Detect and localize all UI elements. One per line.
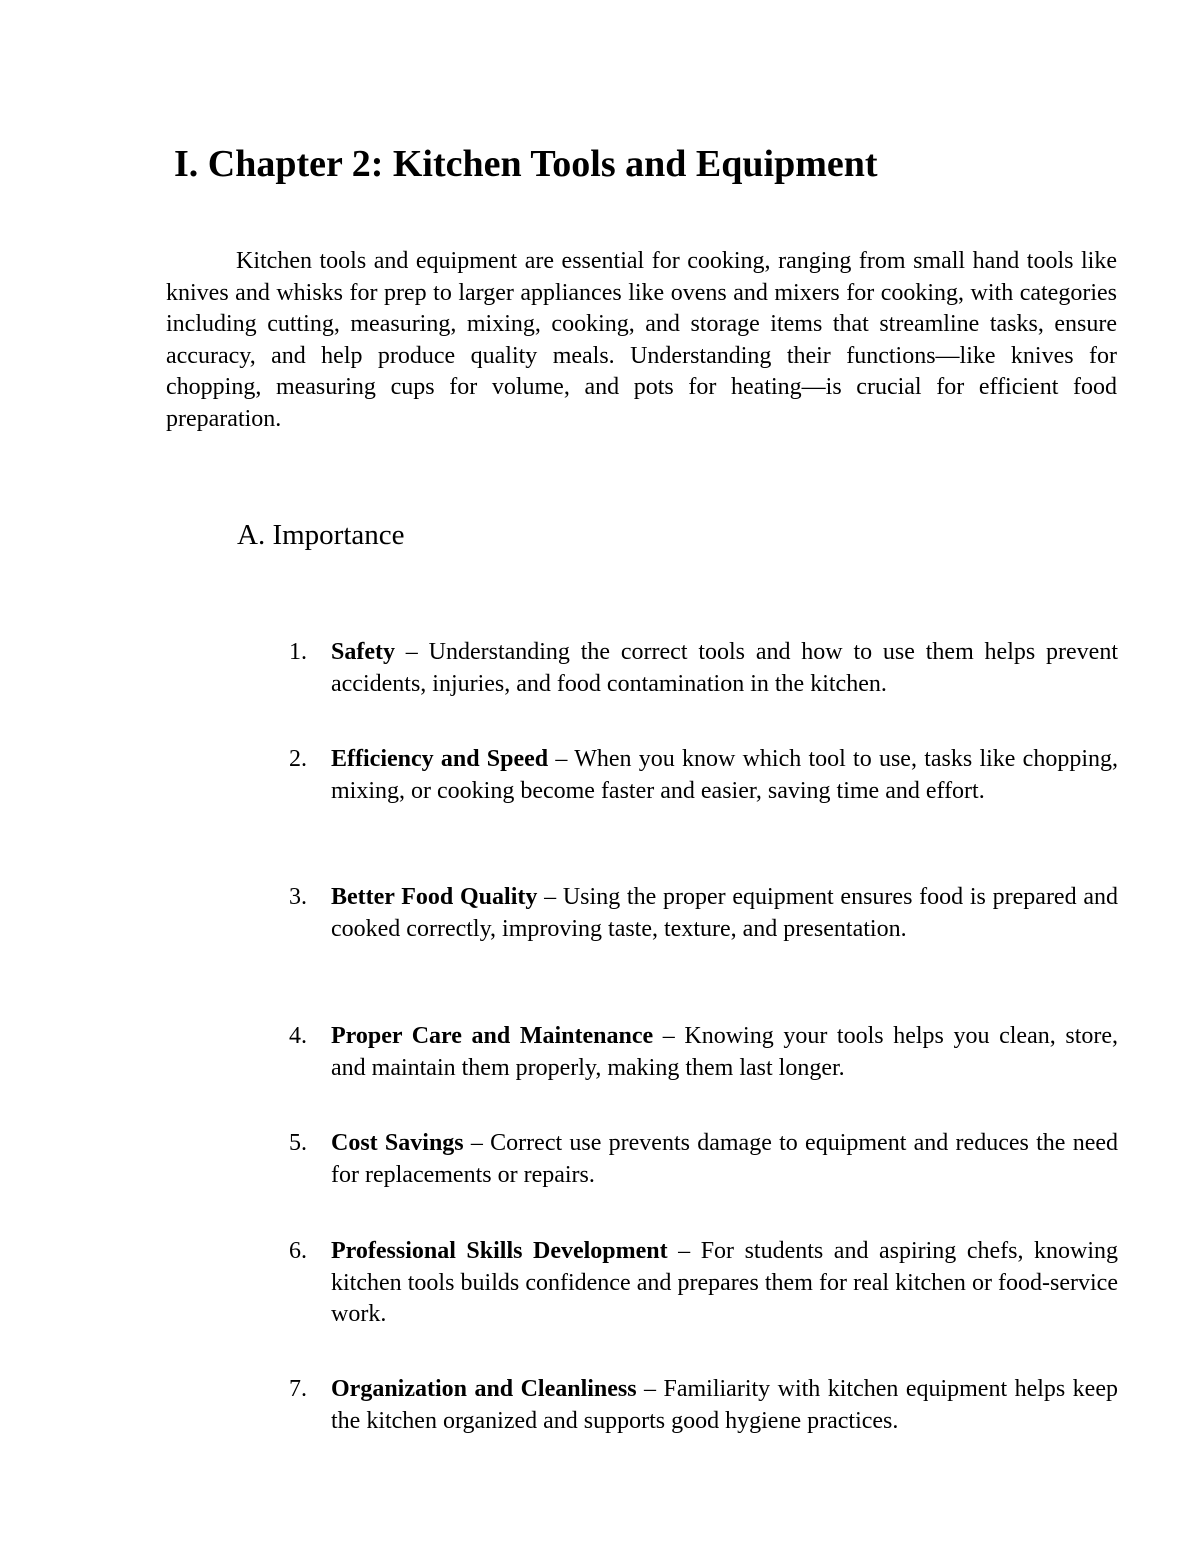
list-item	[289, 1128, 1118, 1191]
list-item-term: Organization and Cleanliness	[331, 1376, 637, 1402]
list-item-description: – Correct use prevents damage to equipment and reduces the need for replacements or repairs.	[331, 1130, 1118, 1188]
list-item	[289, 1021, 1118, 1084]
list-item-body	[331, 744, 1118, 807]
list-item-number: 1.	[289, 639, 307, 665]
chapter-title: I. Chapter 2: Kitchen Tools and Equipment	[174, 143, 878, 185]
list-item-term: Proper Care and Maintenance	[331, 1023, 654, 1049]
list-item	[289, 744, 1118, 807]
list-item-body	[331, 1236, 1118, 1331]
list-item-number: 6.	[289, 1238, 307, 1264]
list-item-term: Safety	[331, 639, 395, 665]
section-heading: A. Importance	[237, 519, 405, 551]
list-item-term: Efficiency and Speed	[331, 746, 549, 772]
list-item-term: Cost Savings	[331, 1130, 464, 1156]
list-item-description: – Understanding the correct tools and how to use them helps prevent accidents, injuries, and food contamination in the kitchen.	[331, 639, 1118, 697]
list-item-term: Professional Skills Development	[331, 1238, 668, 1264]
list-item-body	[331, 1021, 1118, 1084]
list-item-body	[331, 637, 1118, 700]
list-item	[289, 1236, 1118, 1331]
list-item-description: – Using the proper equipment ensures food is prepared and cooked correctly, improving taste, texture, and presentation.	[331, 884, 1118, 942]
list-item-description: – Familiarity with kitchen equipment helps keep the kitchen organized and supports good hygiene practices.	[331, 1376, 1118, 1434]
list-item-number: 2.	[289, 746, 307, 772]
list-item-number: 5.	[289, 1130, 307, 1156]
list-item-description: – When you know which tool to use, tasks like chopping, mixing, or cooking become faster and easier, saving time and effort.	[331, 746, 1118, 804]
list-item-body	[331, 882, 1118, 945]
list-item-number: 3.	[289, 884, 307, 910]
list-item-number: 7.	[289, 1376, 307, 1402]
list-item-description: – Knowing your tools helps you clean, store, and maintain them properly, making them last longer.	[331, 1023, 1119, 1081]
list-item-body	[331, 1374, 1118, 1437]
list-item	[289, 637, 1118, 700]
list-item	[289, 1374, 1118, 1437]
list-item-body	[331, 1128, 1118, 1191]
list-item-term: Better Food Quality	[331, 884, 538, 910]
list-item	[289, 882, 1118, 945]
list-item-number: 4.	[289, 1023, 307, 1049]
list-item-description: – For students and aspiring chefs, knowing kitchen tools builds confidence and prepares them for real kitchen or food-service work.	[331, 1238, 1119, 1328]
intro-paragraph: Kitchen tools and equipment are essential for cooking, ranging from small hand tools like knives and whisks for prep to larger appliances like ovens and mixers for cooking, with categories including cutting, measuring, mixing, cooking, and storage items that streamline tasks, ensure accuracy, and help produce quality meals. Understanding their functions—like knives for chopping, measuring cups for volume, and pots for heating—is crucial for efficient food preparation.	[166, 248, 1117, 432]
